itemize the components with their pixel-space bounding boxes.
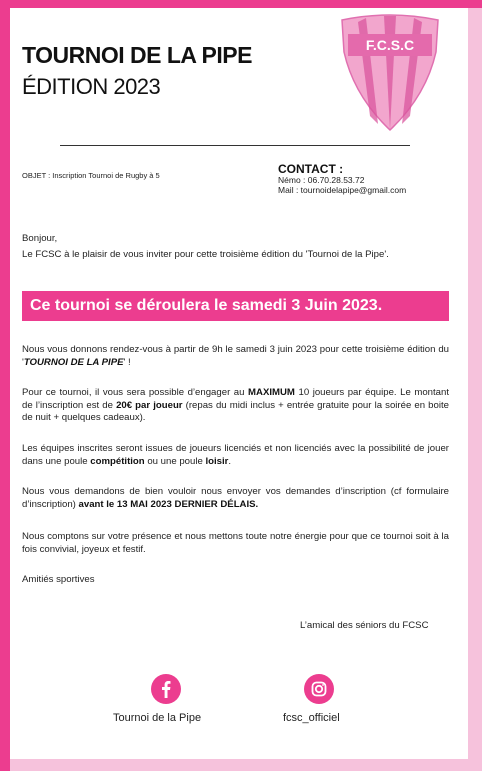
contact-phone: Némo : 06.70.28.53.72 [278, 175, 365, 185]
page-shadow [468, 8, 482, 771]
facebook-label[interactable]: Tournoi de la Pipe [113, 712, 202, 724]
greeting: Bonjour, [22, 233, 58, 244]
date-banner [22, 291, 449, 321]
title-line-2: ÉDITION 2023 [22, 74, 161, 99]
paragraph-equipes: Les équipes inscrites seront issues de joueurs licenciés et non licenciés avec la possibilité de jouer dans une poule compétition ou une poule loisir. [22, 443, 449, 467]
facebook-icon[interactable] [151, 674, 181, 704]
signature: L’amical des séniors du FCSC [300, 620, 429, 631]
contact-mail: Mail : tournoidelapipe@gmail.com [278, 185, 407, 195]
club-crest-logo [340, 12, 440, 132]
header-divider [60, 145, 410, 146]
instagram-label[interactable]: fcsc_officiel [283, 712, 340, 724]
objet-line: OBJET : Inscription Tournoi de Rugby à 5 [22, 171, 160, 180]
contact-title: CONTACT : [278, 162, 344, 176]
crest-text: F.C.S.C [365, 37, 415, 53]
date-banner-text: Ce tournoi se déroulera le samedi 3 Juin 2023. [30, 297, 383, 314]
title-line-1: TOURNOI DE LA PIPE [22, 42, 252, 68]
closing-line: Amitiés sportives [22, 574, 95, 585]
intro-paragraph: Le FCSC à le plaisir de vous inviter pour cette troisième édition du 'Tournoi de la Pipe'. [22, 249, 389, 260]
paragraph-rendezvous: Nous vous donnons rendez-vous à partir de 9h le samedi 3 juin 2023 pour cette troisième édition du 'TOURNOI DE LA PIPE' ! [22, 344, 449, 368]
paragraph-engagement: Pour ce tournoi, il vous sera possible d’engager au MAXIMUM 10 joueurs par équipe. Le montant de l’inscription est de 20€ par joueur (repas du midi inclus + entrée gratuite pour la soirée en boite de nuit + quelques cadeaux). [22, 387, 450, 423]
paragraph-presence: Nous comptons sur votre présence et nous mettons toute notre énergie pour que ce tournoi soit à la fois convivial, joyeux et festif. [22, 531, 449, 555]
page-shadow-bottom [10, 759, 482, 771]
paragraph-inscription: Nous vous demandons de bien vouloir nous envoyer vos demandes d’inscription (cf formulaire d’inscription) avant le 13 MAI 2023 DERNIER DÉLAIS. [22, 486, 449, 510]
instagram-icon[interactable] [304, 674, 334, 704]
document-page [10, 8, 468, 759]
